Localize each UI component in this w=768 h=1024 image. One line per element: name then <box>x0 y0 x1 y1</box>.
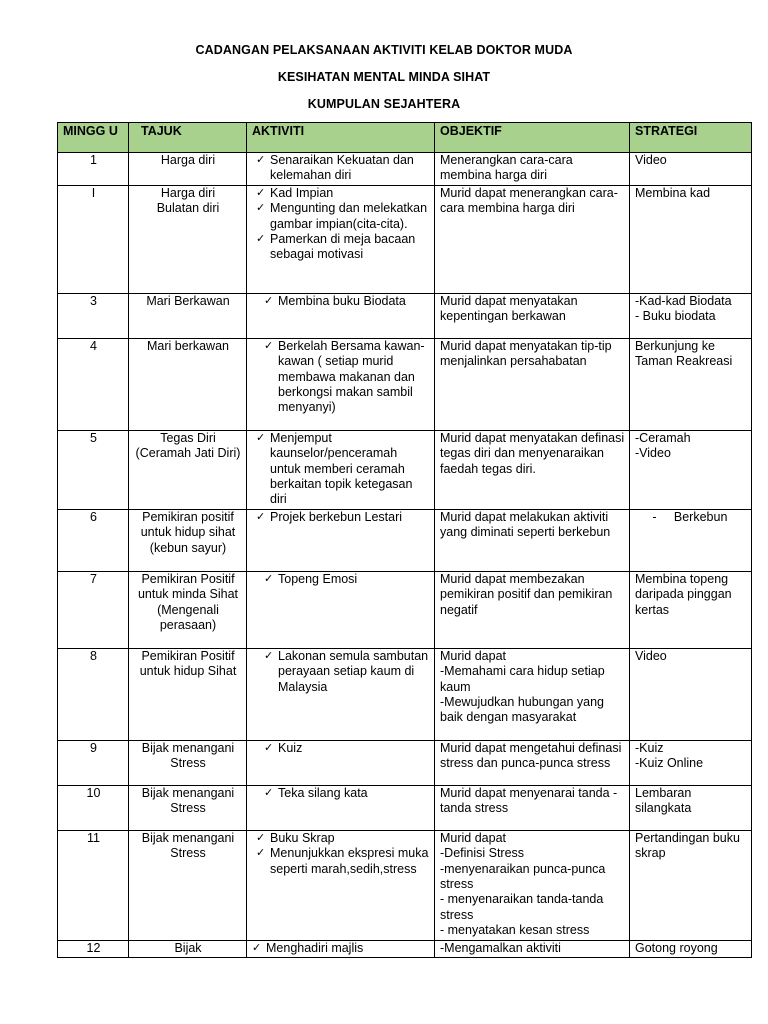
objective-cell <box>435 740 630 785</box>
objective-cell-line: - menyatakan kesan stress <box>440 923 590 938</box>
strategy-cell <box>630 740 752 785</box>
week-cell: 6 <box>58 509 129 571</box>
activity-item: ✓ Menghadiri majlis <box>252 941 430 956</box>
activity-checklist <box>252 186 430 263</box>
objective-cell-line: Murid dapat <box>440 830 507 845</box>
topic-cell-line: Bijak menangani Stress <box>141 785 235 816</box>
activity-checklist <box>252 510 430 525</box>
strategy-cell-line: - Buku biodata <box>635 309 716 324</box>
objective-cell-line: -Mewujudkan hubungan yang baik dengan masyarakat <box>440 695 605 725</box>
topic-cell-line: Pemikiran Positif untuk hidup Sihat <box>139 648 237 679</box>
header-tajuk: TAJUK <box>129 123 247 153</box>
strategy-cell <box>630 785 752 830</box>
topic-cell <box>129 648 247 740</box>
activity-item: ✓ Pamerkan di meja bacaan sebagai motivasi <box>252 232 430 263</box>
activity-cell <box>247 338 435 430</box>
week-cell: 12 <box>58 940 129 957</box>
activity-item: ✓ Berkelah Bersama kawan-kawan ( setiap murid membawa makanan dan berkongsi makan sambil menyanyi) <box>252 339 430 416</box>
objective-cell-line: Murid dapat menyatakan kepentingan berkawan <box>440 293 578 324</box>
activity-cell <box>247 830 435 940</box>
topic-cell-line: Mari Berkawan <box>146 293 230 308</box>
activity-checklist <box>252 572 430 587</box>
activity-item: ✓ Buku Skrap <box>252 831 430 846</box>
table-row <box>58 785 752 830</box>
topic-cell-line: Bulatan diri <box>156 201 220 216</box>
topic-cell-line: Harga diri <box>160 153 216 167</box>
strategy-cell <box>630 185 752 293</box>
week-cell: 3 <box>58 293 129 338</box>
topic-cell <box>129 740 247 785</box>
strategy-cell <box>630 648 752 740</box>
week-cell: 8 <box>58 648 129 740</box>
week-cell: 5 <box>58 430 129 509</box>
table-row <box>58 338 752 430</box>
objective-cell-line: -Memahami cara hidup setiap kaum <box>440 664 605 694</box>
table-header-row <box>58 123 752 153</box>
week-cell: 11 <box>58 830 129 940</box>
objective-cell <box>435 293 630 338</box>
objective-cell-line: Murid dapat menerangkan cara-cara membina harga diri <box>440 185 618 216</box>
week-cell: 10 <box>58 785 129 830</box>
topic-cell <box>129 293 247 338</box>
objective-cell-line: -menyenaraikan punca-punca stress <box>440 861 606 892</box>
strategy-cell-line: -Kuiz <box>635 740 664 755</box>
table-row <box>58 185 752 293</box>
table-row <box>58 509 752 571</box>
activity-checklist <box>252 339 430 416</box>
strategy-cell-line: Berkunjung ke Taman Reakreasi <box>635 338 733 369</box>
table-row <box>58 293 752 338</box>
document-subtitle: KESIHATAN MENTAL MINDA SIHAT <box>277 70 491 84</box>
objective-cell-line: Murid dapat <box>440 648 507 663</box>
strategy-cell-line: Pertandingan buku skrap <box>635 830 740 861</box>
strategy-cell-line: Video <box>635 648 667 663</box>
activity-cell <box>247 509 435 571</box>
activity-item: ✓ Menunjukkan ekspresi muka seperti marah,sedih,stress <box>252 846 430 877</box>
topic-cell <box>129 509 247 571</box>
topic-cell <box>129 830 247 940</box>
header-objektif: OBJEKTIF <box>435 123 630 153</box>
activity-cell <box>247 740 435 785</box>
strategy-cell <box>630 571 752 648</box>
table-row <box>58 740 752 785</box>
activity-checklist <box>252 294 430 309</box>
activity-cell <box>247 185 435 293</box>
week-cell: 4 <box>58 338 129 430</box>
topic-cell <box>129 940 247 957</box>
activity-checklist <box>252 649 430 695</box>
topic-cell <box>129 430 247 509</box>
table-row <box>58 571 752 648</box>
topic-cell-line: Bijak menangani Stress <box>141 830 235 861</box>
objective-cell <box>435 830 630 940</box>
activity-checklist <box>252 941 430 956</box>
topic-cell <box>129 338 247 430</box>
activity-item: ✓ Projek berkebun Lestari <box>252 510 430 525</box>
objective-cell-line: - menyenaraikan tanda-tanda stress <box>440 892 604 922</box>
table-row <box>58 940 752 957</box>
activity-item: ✓ Lakonan semula sambutan perayaan setiap kaum di Malaysia <box>252 649 430 695</box>
activity-checklist <box>252 786 430 801</box>
week-cell: 9 <box>58 740 129 785</box>
activity-cell <box>247 293 435 338</box>
topic-cell-line: Pemikiran positif untuk hidup sihat (kebun sayur) <box>140 509 236 555</box>
activity-cell <box>247 940 435 957</box>
activity-item: ✓ Kad Impian <box>252 186 430 201</box>
topic-cell-line: Pemikiran Positif untuk minda Sihat (Mengenali perasaan) <box>137 571 239 633</box>
topic-cell-line: Bijak menangani Stress <box>141 740 235 771</box>
document-title: CADANGAN PELAKSANAAN AKTIVITI KELAB DOKTOR MUDA <box>195 43 573 57</box>
table-row <box>58 830 752 940</box>
strategy-cell <box>630 293 752 338</box>
objective-cell-line: Murid dapat menyenarai tanda -tanda stress <box>440 785 618 816</box>
objective-cell <box>435 785 630 830</box>
topic-cell-line: Bijak <box>174 940 202 955</box>
activity-item: ✓ Kuiz <box>252 741 430 756</box>
objective-cell-line: Murid dapat melakukan aktiviti yang diminati seperti berkebun <box>440 509 611 540</box>
header-aktiviti: AKTIVITI <box>247 123 435 153</box>
header-minggu: MINGG U <box>58 123 129 153</box>
topic-cell <box>129 185 247 293</box>
topic-cell-line: Tegas Diri <box>160 430 216 445</box>
header-strategi: STRATEGI <box>630 123 752 153</box>
activity-checklist <box>252 431 430 508</box>
objective-cell-line: Menerangkan cara-cara membina harga diri <box>440 153 573 183</box>
strategy-cell <box>630 830 752 940</box>
objective-cell-line: -Mengamalkan aktiviti <box>440 940 561 955</box>
topic-cell-line: (Ceramah Jati Diri) <box>135 446 241 461</box>
activity-checklist <box>252 153 430 184</box>
strategy-cell-line: Gotong royong <box>635 940 718 955</box>
activity-item: ✓ Teka silang kata <box>252 786 430 801</box>
strategy-cell <box>630 338 752 430</box>
activity-item: ✓ Mengunting dan melekatkan gambar impian(cita-cita). <box>252 201 430 232</box>
group-name: KUMPULAN SEJAHTERA <box>307 97 461 111</box>
topic-cell <box>129 785 247 830</box>
objective-cell <box>435 940 630 957</box>
strategy-cell-line: Membina topeng daripada pinggan kertas <box>635 571 732 617</box>
objective-cell-line: -Definisi Stress <box>440 846 525 861</box>
activity-cell <box>247 153 435 186</box>
week-cell: I <box>58 185 129 293</box>
objective-cell-line: Murid dapat mengetahui definasi stress dan punca-punca stress <box>440 740 622 771</box>
topic-cell-line: Mari berkawan <box>147 338 229 353</box>
strategy-cell-line: -Ceramah <box>635 430 691 445</box>
table-row <box>58 648 752 740</box>
topic-cell <box>129 571 247 648</box>
strategy-cell-line: Membina kad <box>635 185 711 200</box>
strategy-cell-line: Video <box>635 153 667 167</box>
strategy-cell-line: -Video <box>635 446 671 461</box>
activity-checklist <box>252 741 430 756</box>
strategy-cell-line: -Kuiz Online <box>635 756 704 771</box>
activity-cell <box>247 648 435 740</box>
activity-cell <box>247 430 435 509</box>
strategy-cell <box>630 509 752 571</box>
activity-item: ✓ Senaraikan Kekuatan dan kelemahan diri <box>252 153 430 184</box>
objective-cell <box>435 338 630 430</box>
objective-cell <box>435 571 630 648</box>
strategy-cell-line: Lembaran silangkata <box>635 785 692 816</box>
topic-cell-line: Harga diri <box>160 185 216 200</box>
activity-item: ✓ Membina buku Biodata <box>252 294 430 309</box>
strategy-cell-line: -Kad-kad Biodata <box>635 293 732 308</box>
activity-checklist <box>252 831 430 877</box>
objective-cell <box>435 430 630 509</box>
objective-cell-line: Murid dapat menyatakan tip-tip menjalinkan persahabatan <box>440 338 612 369</box>
topic-cell <box>129 153 247 186</box>
strategy-cell <box>630 430 752 509</box>
objective-cell <box>435 185 630 293</box>
table-row <box>58 430 752 509</box>
strategy-cell-line: - Berkebun <box>635 509 728 524</box>
objective-cell <box>435 153 630 186</box>
week-cell: 1 <box>58 153 129 186</box>
activity-cell <box>247 785 435 830</box>
week-cell: 7 <box>58 571 129 648</box>
activity-cell <box>247 571 435 648</box>
activity-item: ✓ Topeng Emosi <box>252 572 430 587</box>
strategy-cell <box>630 153 752 186</box>
table-row <box>58 153 752 186</box>
objective-cell <box>435 509 630 571</box>
activity-plan-table <box>57 122 752 958</box>
objective-cell-line: Murid dapat menyatakan definasi tegas diri dan menyenaraikan faedah tegas diri. <box>440 430 625 476</box>
activity-item: ✓ Menjemput kaunselor/penceramah untuk memberi ceramah berkaitan topik ketegasan diri <box>252 431 430 508</box>
strategy-cell <box>630 940 752 957</box>
objective-cell <box>435 648 630 740</box>
objective-cell-line: Murid dapat membezakan pemikiran positif dan pemikiran negatif <box>440 571 613 617</box>
